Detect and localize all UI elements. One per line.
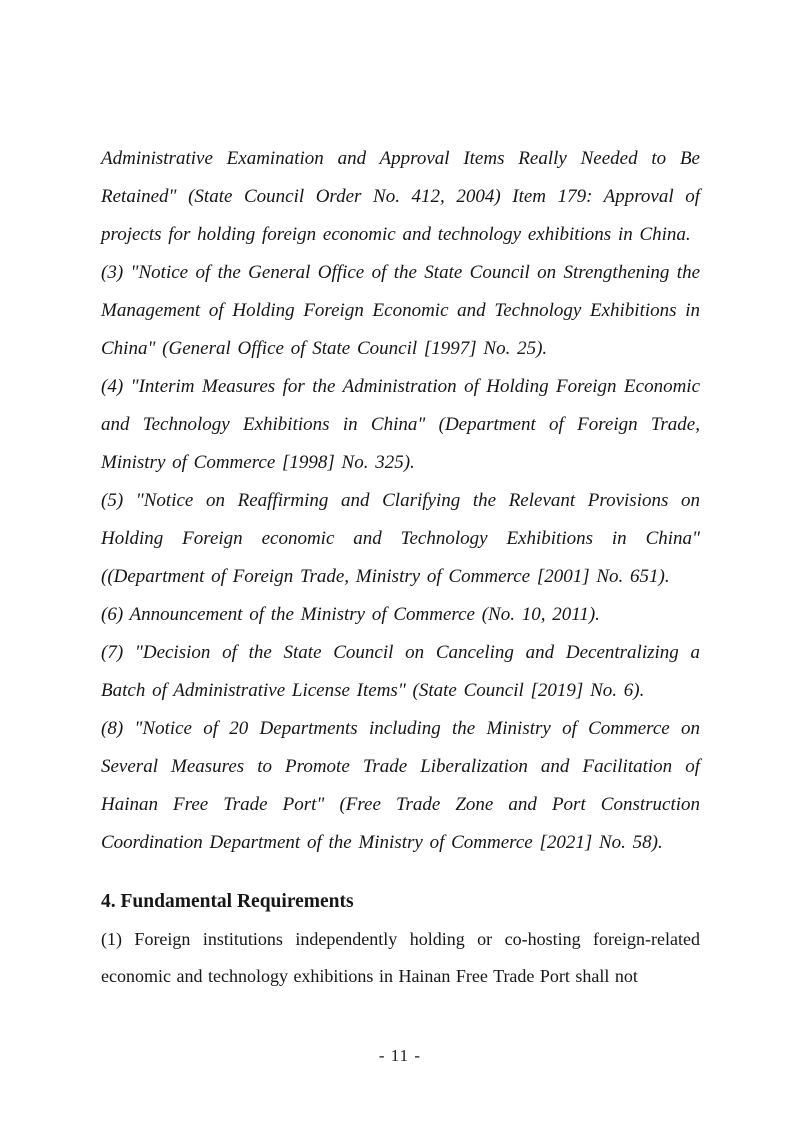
legal-reference-paragraph-continuation: Administrative Examination and Approval Items Really Needed to Be Retained" (State Council Order No. 412, 2004) Item 179: Approval of projects for holding foreign economic and technology exhibitions in China. [101, 148, 700, 245]
legal-reference-paragraph-6: (6) Announcement of the Ministry of Commerce (No. 10, 2011). [101, 604, 600, 625]
legal-reference-paragraph-7: (7) "Decision of the State Council on Canceling and Decentralizing a Batch of Administrative License Items" (State Council [2019] No. 6). [101, 642, 700, 701]
body-paragraph-requirement-1: (1) Foreign institutions independently holding or co-hosting foreign-related economic and technology exhibitions in Hainan Free Trade Port shall not [101, 929, 700, 986]
legal-reference-paragraph-3: (3) "Notice of the General Office of the State Council on Strengthening the Management of Holding Foreign Economic and Technology Exhibitions in China" (General Office of State Council [1997] No. 25). [101, 262, 700, 359]
legal-reference-paragraph-4: (4) "Interim Measures for the Administration of Holding Foreign Economic and Technology Exhibitions in China" (Department of Foreign Trade, Ministry of Commerce [1998] No. 325). [101, 376, 700, 473]
page-number: - 11 - [378, 1046, 422, 1065]
legal-reference-paragraph-8: (8) "Notice of 20 Departments including the Ministry of Commerce on Several Measures to Promote Trade Liberalization and Facilitation of Hainan Free Trade Port" (Free Trade Zone and Port Construction Coordination Department of the Ministry of Commerce [2021] No. 58). [101, 718, 700, 853]
legal-reference-paragraph-5: (5) "Notice on Reaffirming and Clarifying the Relevant Provisions on Holding Foreign economic and Technology Exhibitions in China" ((Department of Foreign Trade, Ministry of Commerce [2001] No. 651). [101, 490, 700, 587]
section-heading-fundamental-requirements: 4. Fundamental Requirements [101, 891, 354, 912]
